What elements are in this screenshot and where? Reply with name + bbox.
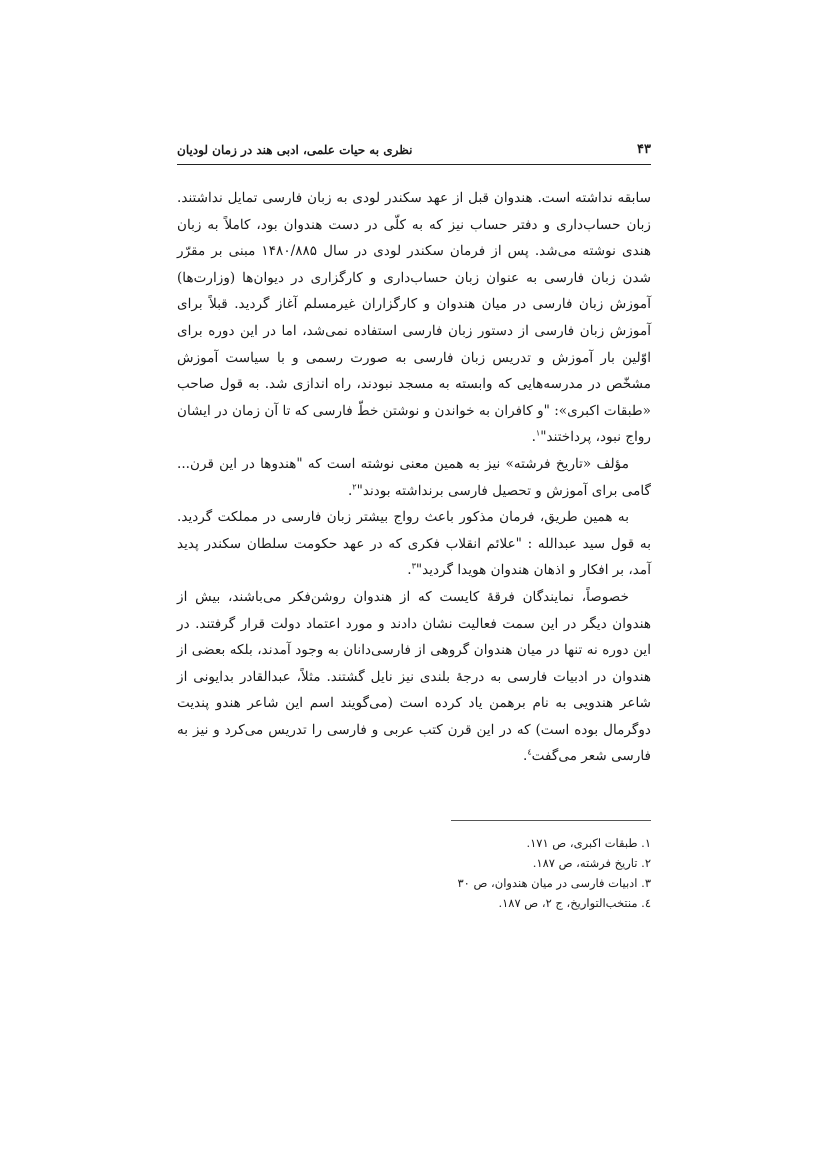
footnote-ref: ۳	[411, 561, 416, 571]
footnote-ref: ٤	[527, 747, 532, 757]
paragraph-trail: .	[347, 482, 353, 499]
running-title: نظری به حیات علمی، ادبی هند در زمان لودیان	[177, 143, 413, 157]
footnote-divider	[451, 820, 651, 821]
paragraph	[177, 584, 651, 770]
page-number: ۴۳	[637, 142, 651, 157]
body-text	[177, 185, 651, 770]
running-header	[177, 138, 651, 165]
footnote: ۲. تاریخ فرشته، ص ۱۸۷.	[532, 856, 651, 871]
paragraph-text: خصوصاً، نمایندگان فرقهٔ کایست که از هندوان روشن‌فکر می‌باشند، بیش از هندوان دیگر در این سمت فعالیت نشان دادند و مورد اعتماد دولت قرار گرفتند. در این دوره نه تنها در میان هندوان گروهی از فارسی‌دانان به وجود آمدند، بلکه بعضی از هندوان در ادبیات فارسی به درجهٔ بلندی نیز نایل گشتند. مثلاً، عبدالقادر بدایونی از شاعر هندویی به نام برهمن یاد کرده است (می‌گویند اسم این شاعر هندو پندیت دوگرمال بوده است) که در این قرن کتب عربی و فارسی را تدریس می‌کرد و نیز به فارسی شعر می‌گفت	[177, 588, 651, 765]
paragraph	[177, 504, 651, 584]
paragraph	[177, 185, 651, 451]
footnote: ۳. ادبیات فارسی در میان هندوان، ص ۳۰	[457, 876, 651, 891]
paragraph-trail: .	[407, 562, 412, 579]
paragraph-text: به همین طریق، فرمان مذکور باعث رواج بیشتر زبان فارسی در مملکت گردید. به قول سید عبدالله : "علائم انقلاب فکری که در عهد حکومت سلطان سکندر پدید آمد، بر افکار و اذهان هندوان هویدا گردید"	[177, 509, 651, 579]
footnote-ref: ۱	[535, 428, 541, 438]
paragraph	[177, 451, 651, 504]
paragraph-text: مؤلف «تاریخ فرشته» نیز به همین معنی نوشته است که "هندوها در این قرن... گامی برای آموزش و تحصیل فارسی برنداشته بودند"	[177, 455, 651, 499]
paragraph-text: سابقه نداشته است. هندوان قبل از عهد سکندر لودی به زبان فارسی تمایل نداشتند. زبان حساب‌داری و دفتر حساب نیز که به کلّی در دست هندوان بود، کاملاً به زبان هندی نوشته می‌شد. پس از فرمان سکندر لودی در سال ۱۴۸۰/۸۸۵ مبنی بر مقرّر شدن زبان فارسی به عنوان زبان حساب‌داری و کارگزاری در دیوان‌ها (وزارت‌ها) آموزش زبان فارسی در میان هندوان و کارگزاران غیرمسلم آغاز گردید. قبلاً برای آموزش زبان فارسی از دستور زبان فارسی استفاده نمی‌شد، اما در این دوره برای اوّلین بار آموزش و تدریس زبان فارسی به صورت رسمی و با سیاست آموزش مشخّص در مدرسه‌هایی که وابسته به مسجد نبودند، راه اندازی شد. به قول صاحب «طبقات اکبری»: "و کافران به خواندن و نوشتن خطّ فارسی که تا آن زمان در ایشان رواج نبود، پرداختند"	[177, 190, 651, 446]
book-page	[177, 138, 651, 925]
paragraph-trail: .	[523, 748, 528, 765]
footnote: ۱. طبقات اکبری، ص ۱۷۱.	[526, 836, 651, 851]
paragraph-trail: .	[531, 429, 536, 446]
footnote-ref: ۲	[352, 482, 357, 491]
footnote: ٤. منتخب‌التواریخ، ج ۲، ص ۱۸۷.	[498, 896, 651, 911]
footnotes-list	[177, 833, 651, 913]
